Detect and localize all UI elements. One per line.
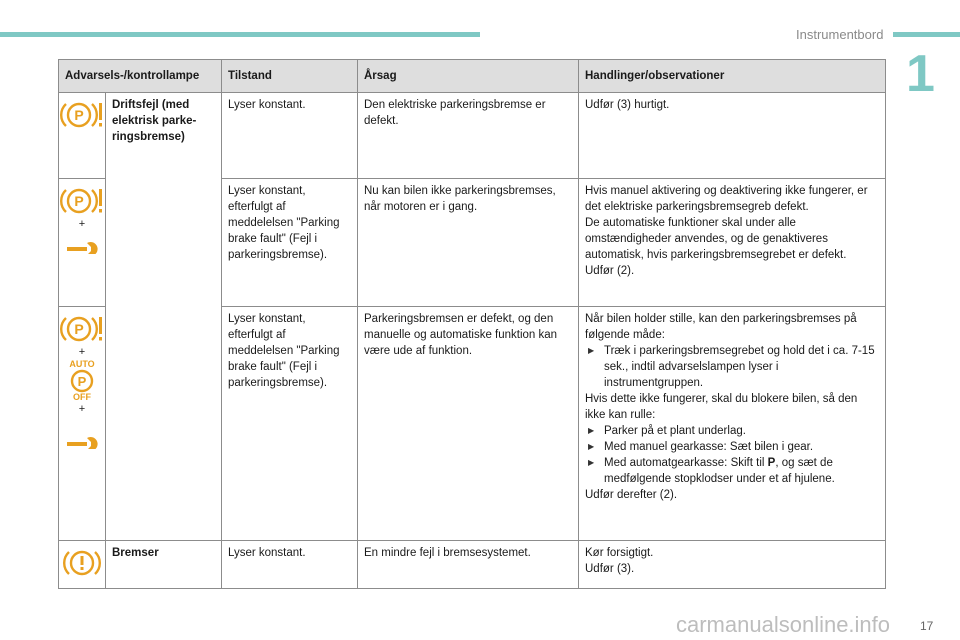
plus-sign: + [78, 346, 86, 358]
svg-text:P: P [74, 321, 84, 337]
action-bullet: ▶ Med manuel gearkasse: Sæt bilen i gear. [585, 439, 879, 455]
wrench-icon [65, 427, 99, 449]
bullet-gear-letter: P [767, 457, 776, 469]
off-label: OFF [73, 392, 91, 402]
action-line: Udfør (2). [585, 265, 635, 277]
action-cell: Udfør (3) hurtigt. [579, 93, 886, 179]
state-cell: Lyser konstant, efterfulgt af meddelelsen "Parking brake fault" (Fejl i parkeringsbremse). [222, 179, 358, 307]
icon-cell [59, 541, 106, 589]
svg-text:P: P [74, 193, 84, 209]
parking-brake-warning-icon [59, 185, 105, 217]
action-line: Udfør derefter (2). [585, 489, 678, 501]
parking-brake-warning-icon [59, 99, 105, 131]
icon-cell [59, 93, 106, 179]
action-bullet [585, 455, 879, 487]
watermark: carmanualsonline.info [676, 612, 891, 637]
page-number: 17 [920, 619, 934, 633]
function-label: Bremser [106, 541, 222, 589]
auto-label: AUTO [69, 359, 95, 369]
cause-cell: Den elektriske parkeringsbremse er defekt. [358, 93, 579, 179]
action-cell [579, 179, 886, 307]
action-line: Udfør (3). [585, 563, 635, 575]
bullet-text: Med automatgearkasse: Skift til [604, 457, 765, 469]
action-line: Kør forsigtigt. [585, 547, 654, 559]
section-accent-bar [893, 32, 960, 37]
action-line: De automatiske funktioner skal under alle omstændigheder anvendes, og de genaktiveres automatisk, hvis parkeringsbremsegrebet er defekt. [585, 217, 847, 261]
state-cell: Lyser konstant. [222, 93, 358, 179]
cause-cell: Nu kan bilen ikke parkeringsbremses, når motoren er i gang. [358, 179, 579, 307]
column-header-state: Tilstand [222, 60, 358, 93]
action-bullet: ▶ Træk i parkeringsbremsegrebet og hold det i ca. 7-15 sek., indtil advarselslampen lyser i instrumentgruppen. [585, 343, 879, 391]
parking-p-icon [70, 369, 94, 393]
action-line: Hvis dette ikke fungerer, skal du blokere bilen, så den ikke kan rulle: [585, 393, 858, 421]
plus-sign: + [78, 218, 86, 230]
bullet-text: , og sæt de medfølgende stopklodser under et af hjulene. [604, 457, 835, 485]
plus-sign: + [78, 403, 86, 415]
svg-text:P: P [74, 107, 84, 123]
cause-cell: En mindre fejl i bremsesystemet. [358, 541, 579, 589]
icon-cell [59, 307, 106, 541]
state-cell: Lyser konstant, efterfulgt af meddelelsen "Parking brake fault" (Fejl i parkeringsbremse). [222, 307, 358, 541]
cause-cell: Parkeringsbremsen er defekt, og den manuelle og automatiske funktion kan være ude af funktion. [358, 307, 579, 541]
column-header-lamp: Advarsels-/kontrollampe [59, 60, 222, 93]
column-header-action: Handlinger/observationer [579, 60, 886, 93]
parking-brake-warning-icon [59, 313, 105, 345]
action-bullet: ▶ Parker på et plant underlag. [585, 423, 879, 439]
function-label: Driftsfejl (med elektrisk parke-ringsbremse) [106, 93, 222, 541]
icon-cell [59, 179, 106, 307]
action-cell [579, 541, 886, 589]
section-title: Instrumentbord [796, 27, 884, 42]
wrench-icon [65, 232, 99, 254]
brake-warning-icon [62, 547, 102, 579]
svg-text:P: P [77, 374, 87, 389]
auto-park-off-icon [69, 360, 94, 402]
table-row [59, 93, 886, 179]
top-accent-bar [0, 32, 480, 37]
action-cell [579, 307, 886, 541]
action-line: Når bilen holder stille, kan den parkeringsbremses på følgende måde: [585, 313, 857, 341]
table-row [59, 541, 886, 589]
state-cell: Lyser konstant. [222, 541, 358, 589]
chapter-number: 1 [906, 45, 935, 103]
column-header-cause: Årsag [358, 60, 579, 93]
action-line: Hvis manuel aktivering og deaktivering ikke fungerer, er det elektriske parkeringsbremsegreb defekt. [585, 185, 868, 213]
table-header-row [59, 60, 886, 93]
warning-lamp-table [58, 59, 886, 589]
